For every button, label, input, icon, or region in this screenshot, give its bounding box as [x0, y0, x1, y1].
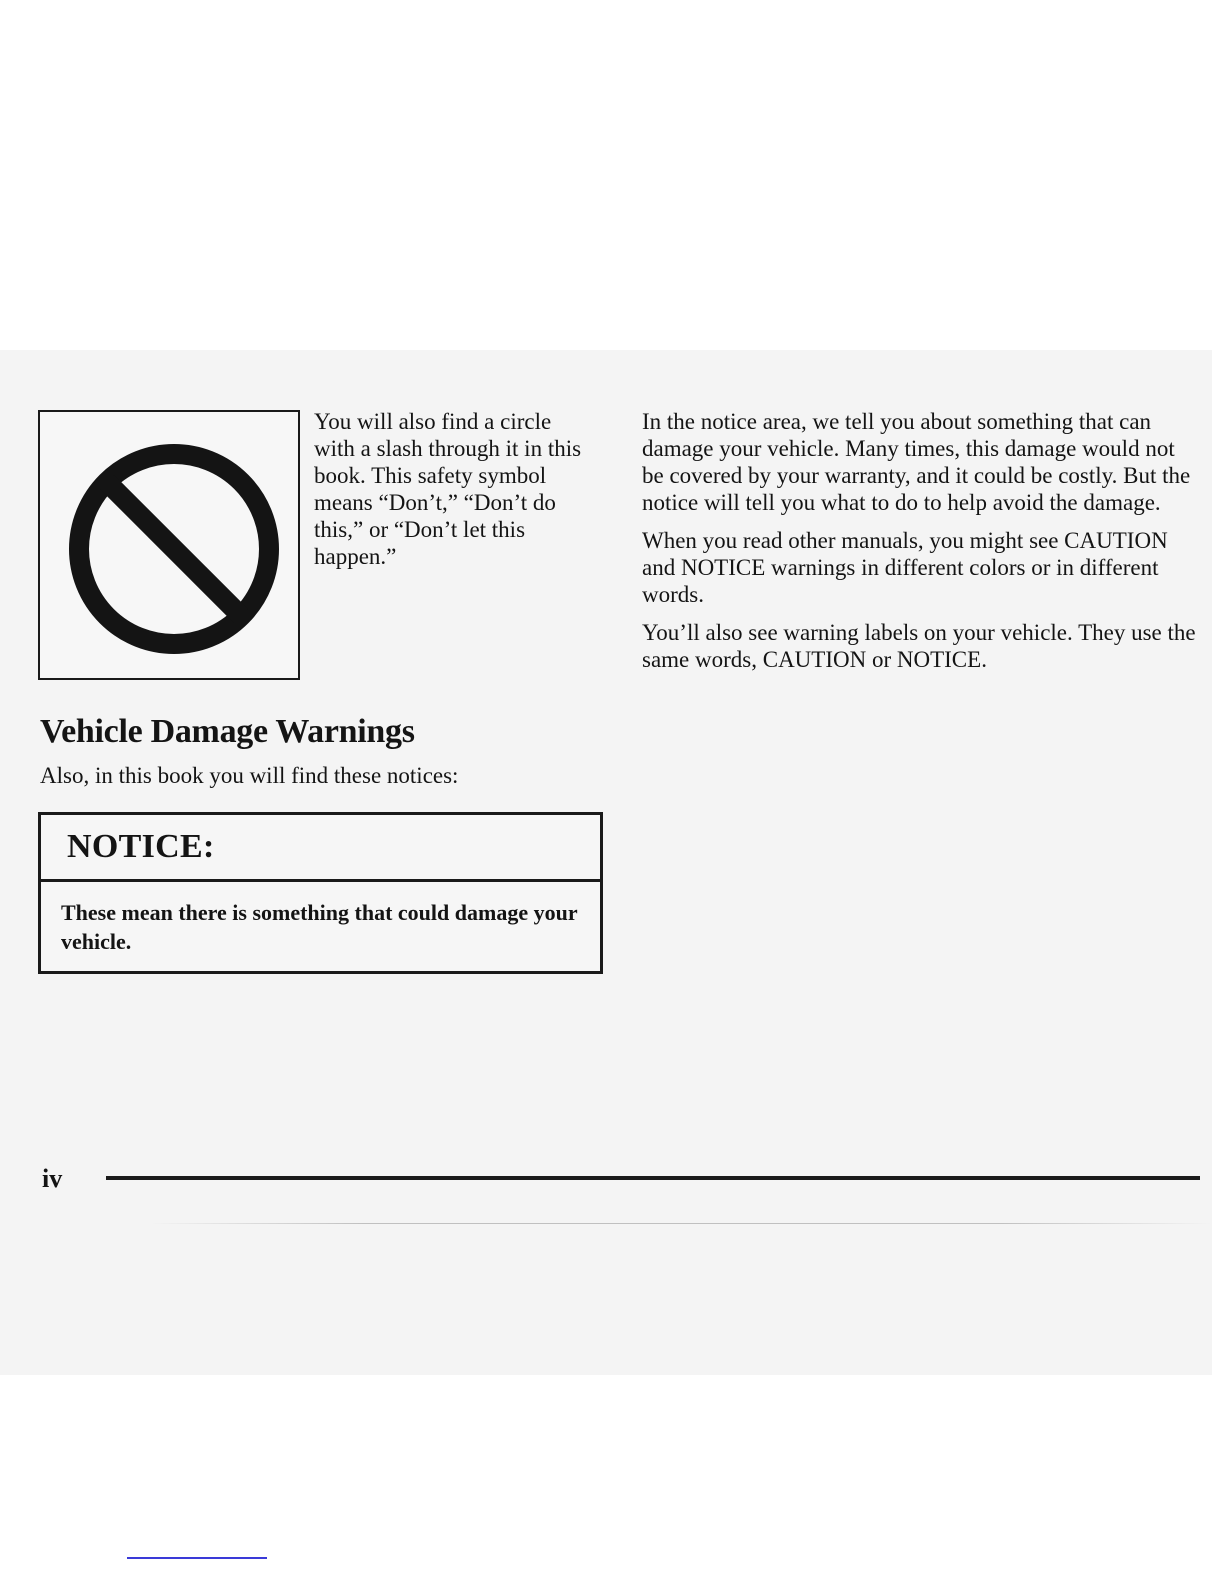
warning-labels-paragraph: You’ll also see warning labels on your vehicle. They use the same words, CAUTION or NOTICE. [642, 620, 1196, 672]
link-underline[interactable] [127, 1557, 267, 1559]
other-manuals-paragraph: When you read other manuals, you might see CAUTION and NOTICE warnings in different colors or in different words. [642, 528, 1168, 607]
symbol-caption: You will also find a circle with a slash through it in this book. This safety symbol means “Don’t,” “Don’t do this,” or “Don’t let this happen.” [314, 409, 582, 569]
section-intro: Also, in this book you will find these notices: [40, 763, 459, 788]
no-symbol-icon [40, 412, 298, 678]
page-number: iv [42, 1164, 63, 1193]
no-symbol-frame [38, 410, 300, 680]
notice-explanation-paragraph: In the notice area, we tell you about something that can damage your vehicle. Many times, this damage would not be covered by your warranty, and it could be costly. But the notice will tell you what to do to help avoid the damage. [642, 409, 1191, 515]
notice-heading: NOTICE: [41, 815, 600, 882]
right-column [642, 408, 1202, 684]
notice-body: These mean there is something that could damage your vehicle. [61, 900, 578, 954]
manual-page [0, 350, 1212, 1375]
section-title: Vehicle Damage Warnings [40, 713, 415, 750]
footer-rule [106, 1176, 1200, 1180]
notice-box [38, 812, 603, 974]
scan-artifact-line [150, 1223, 1212, 1224]
